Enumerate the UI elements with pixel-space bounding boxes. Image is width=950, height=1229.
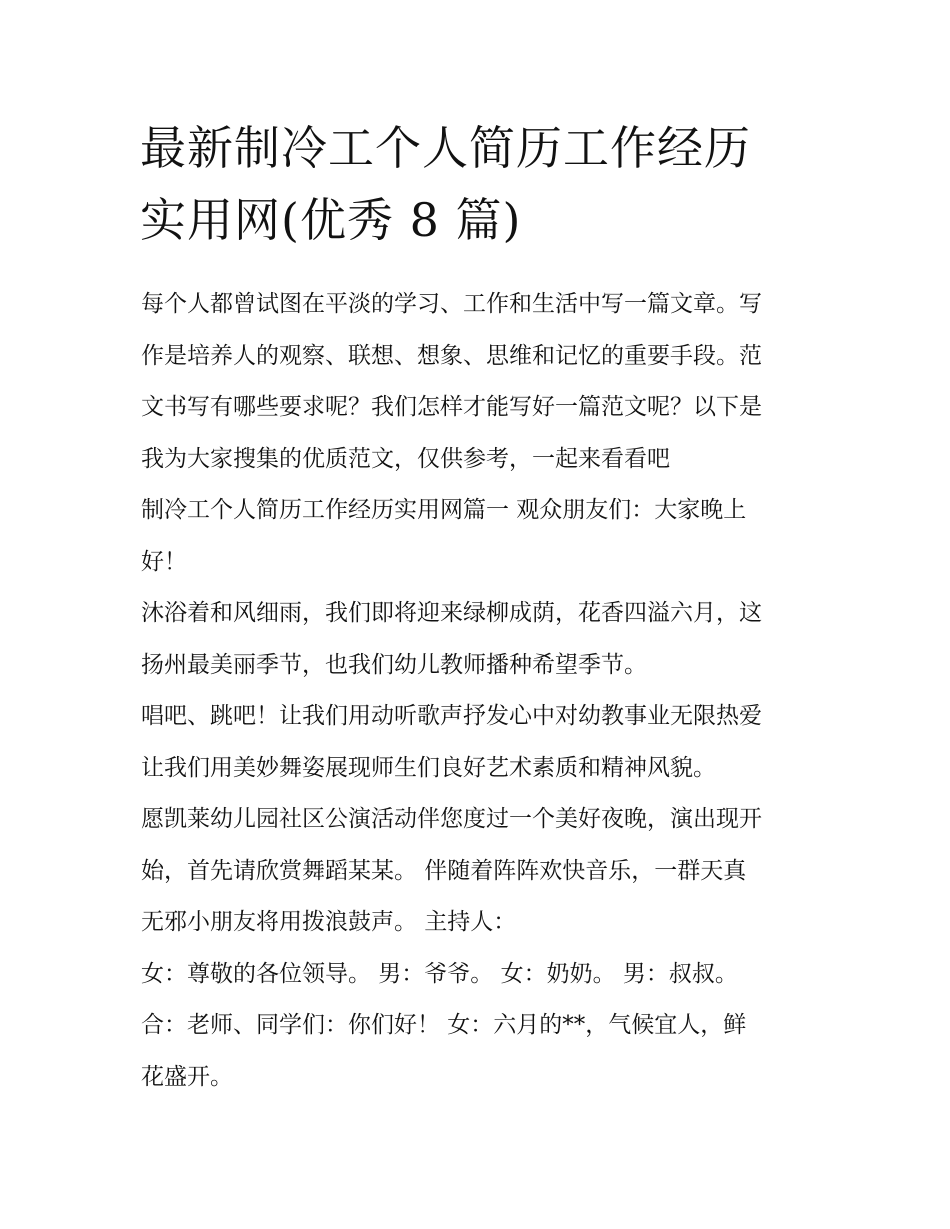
title-line-1: 最新制冷工个人简历工作经历 <box>140 121 751 175</box>
body-line: 合：老师、同学们：你们好！ 女：六月的**，气候宜人，鲜 <box>141 1012 747 1038</box>
body-line: 愿凯莱幼儿园社区公演活动伴您度过一个美好夜晚，演出现开 <box>141 806 762 832</box>
body-line: 花盛开。 <box>141 1063 233 1090</box>
document-body <box>141 279 821 1103</box>
body-line: 让我们用美妙舞姿展现师生们良好艺术素质和精神风貌。 <box>141 754 716 781</box>
body-line: 我为大家搜集的优质范文，仅供参考，一起来看看吧 <box>141 445 670 472</box>
body-line: 制冷工个人简历工作经历实用网篇一 观众朋友们：大家晚上 <box>141 497 747 523</box>
body-line: 扬州最美丽季节，也我们幼儿教师播种希望季节。 <box>141 651 647 678</box>
body-line: 始，首先请欣赏舞蹈某某。 伴随着阵阵欢快音乐，一群天真 <box>141 857 747 884</box>
body-line: 女：尊敬的各位领导。 男：爷爷。 女：奶奶。 男：叔叔。 <box>141 960 738 987</box>
title-line-2: 实用网(优秀 8 篇) <box>140 193 522 247</box>
body-line: 每个人都曾试图在平淡的学习、工作和生活中写一篇文章。写 <box>141 291 762 317</box>
body-line: 无邪小朋友将用拨浪鼓声。 主持人： <box>141 909 517 935</box>
document-title <box>140 112 820 256</box>
body-line: 好！ <box>141 548 187 575</box>
body-line: 作是培养人的观察、联想、想象、思维和记忆的重要手段。范 <box>141 342 762 369</box>
body-line: 沐浴着和风细雨，我们即将迎来绿柳成荫，花香四溢六月，这 <box>141 600 762 626</box>
body-line: 唱吧、跳吧！让我们用动听歌声抒发心中对幼教事业无限热爱 <box>141 703 762 729</box>
body-line: 文书写有哪些要求呢？我们怎样才能写好一篇范文呢？以下是 <box>141 394 762 420</box>
